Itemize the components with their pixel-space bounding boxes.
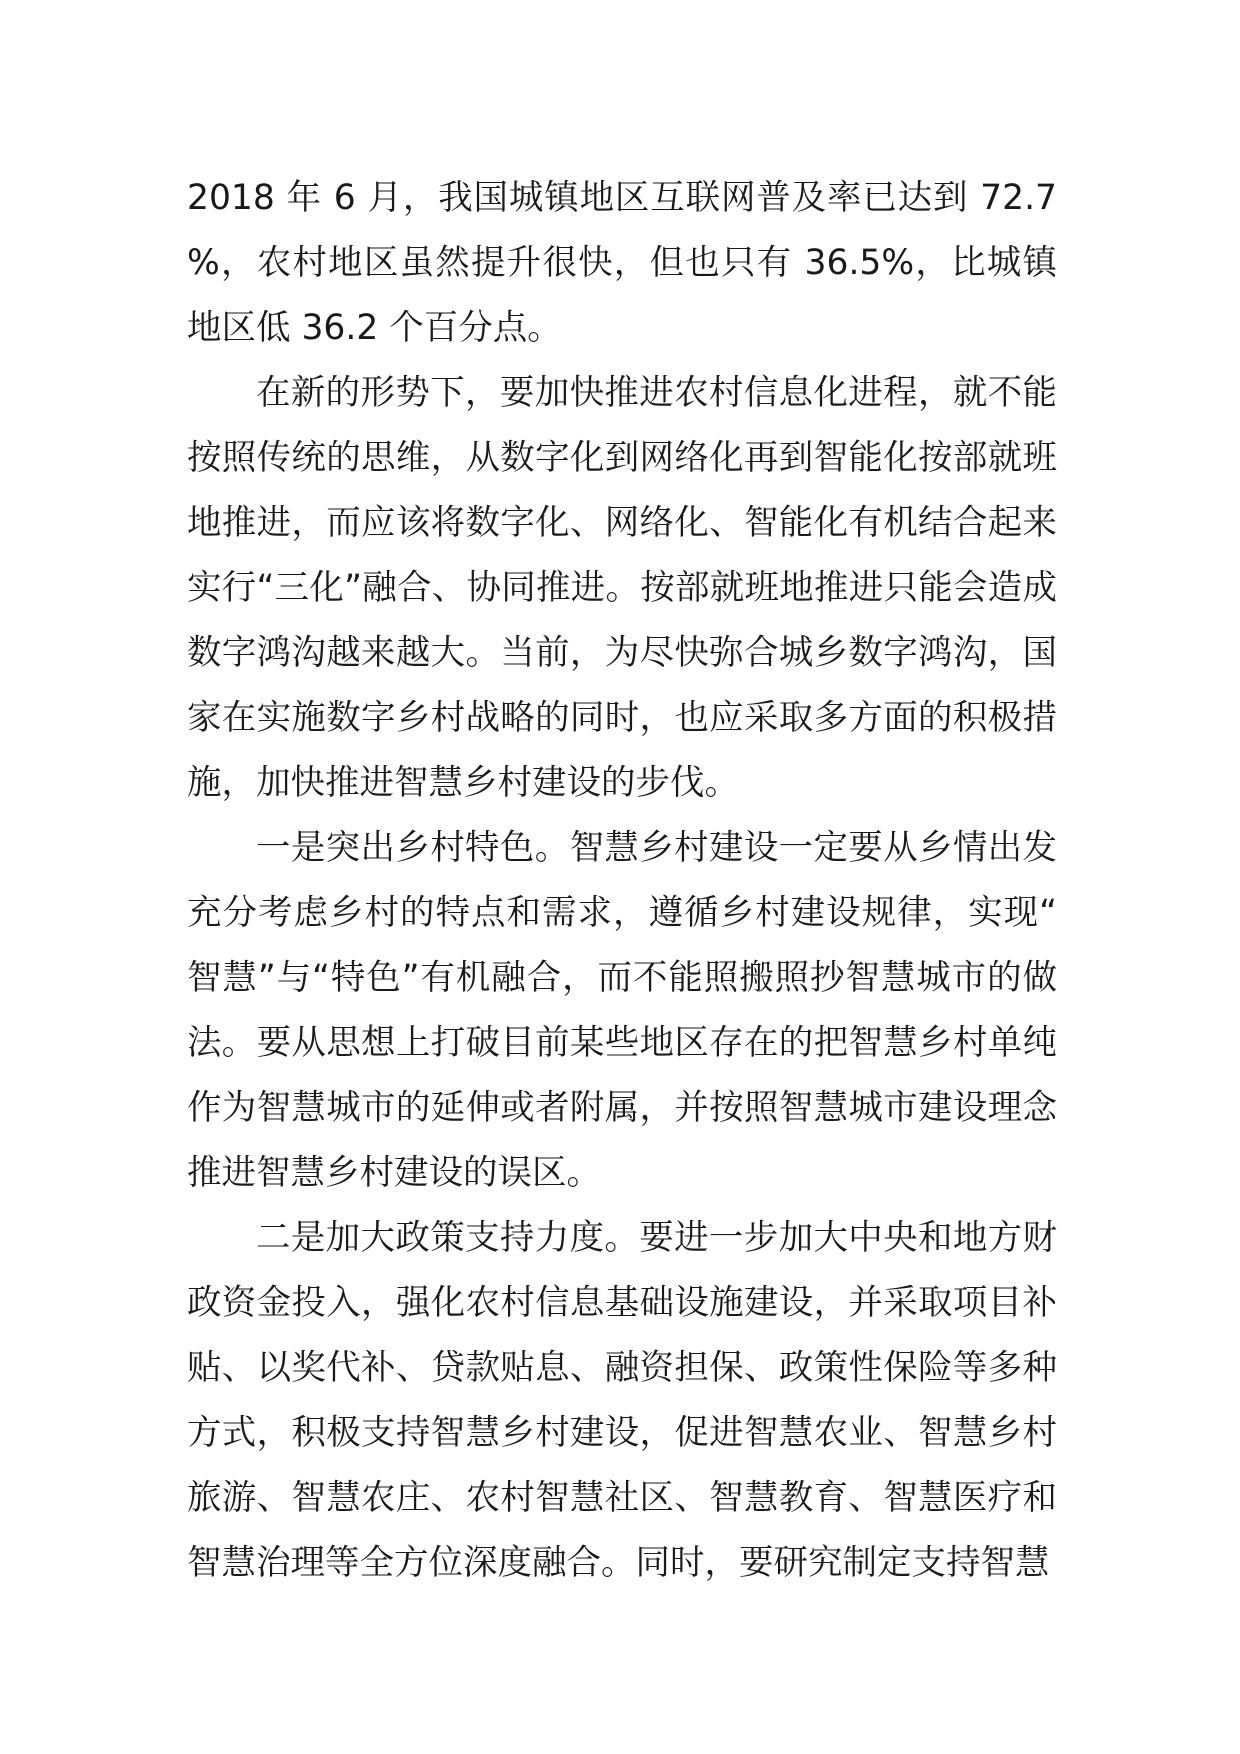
paragraph-policy-support: 二是加大政策支持力度。要进一步加大中央和地方财政资金投入，强化农村信息基础设施建设，并采取项目补贴、以奖代补、贷款贴息、融资担保、政策性保险等多种方式，积极支持智慧乡村建设，促进智慧农业、智慧乡村旅游、智慧农庄、农村智慧社区、智慧教育、智慧医疗和智慧治理等全方位深度融合。同时，要研究制定支持智慧	[187, 1218, 1057, 1583]
document-body	[187, 166, 1057, 1596]
paragraph-rural-characteristics: 一是突出乡村特色。智慧乡村建设一定要从乡情出发充分考虑乡村的特点和需求，遵循乡村建设规律，实现“智慧”与“特色”有机融合，而不能照搬照抄智慧城市的做法。要从思想上打破目前某些地区存在的把智慧乡村单纯作为智慧城市的延伸或者附属，并按照智慧城市建设理念推进智慧乡村建设的误区。	[187, 828, 1057, 1193]
paragraph-new-situation: 在新的形势下，要加快推进农村信息化进程，就不能按照传统的思维，从数字化到网络化再到智能化按部就班地推进，而应该将数字化、网络化、智能化有机结合起来实行“三化”融合、协同推进。按部就班地推进只能会造成数字鸿沟越来越大。当前，为尽快弥合城乡数字鸿沟，国家在实施数字乡村战略的同时，也应采取多方面的积极措施，加快推进智慧乡村建设的步伐。	[187, 373, 1057, 803]
paragraph-internet-penetration: 2018 年 6 月，我国城镇地区互联网普及率已达到 72.7%，农村地区虽然提升很快，但也只有 36.5%，比城镇地区低 36.2 个百分点。	[187, 178, 1057, 348]
